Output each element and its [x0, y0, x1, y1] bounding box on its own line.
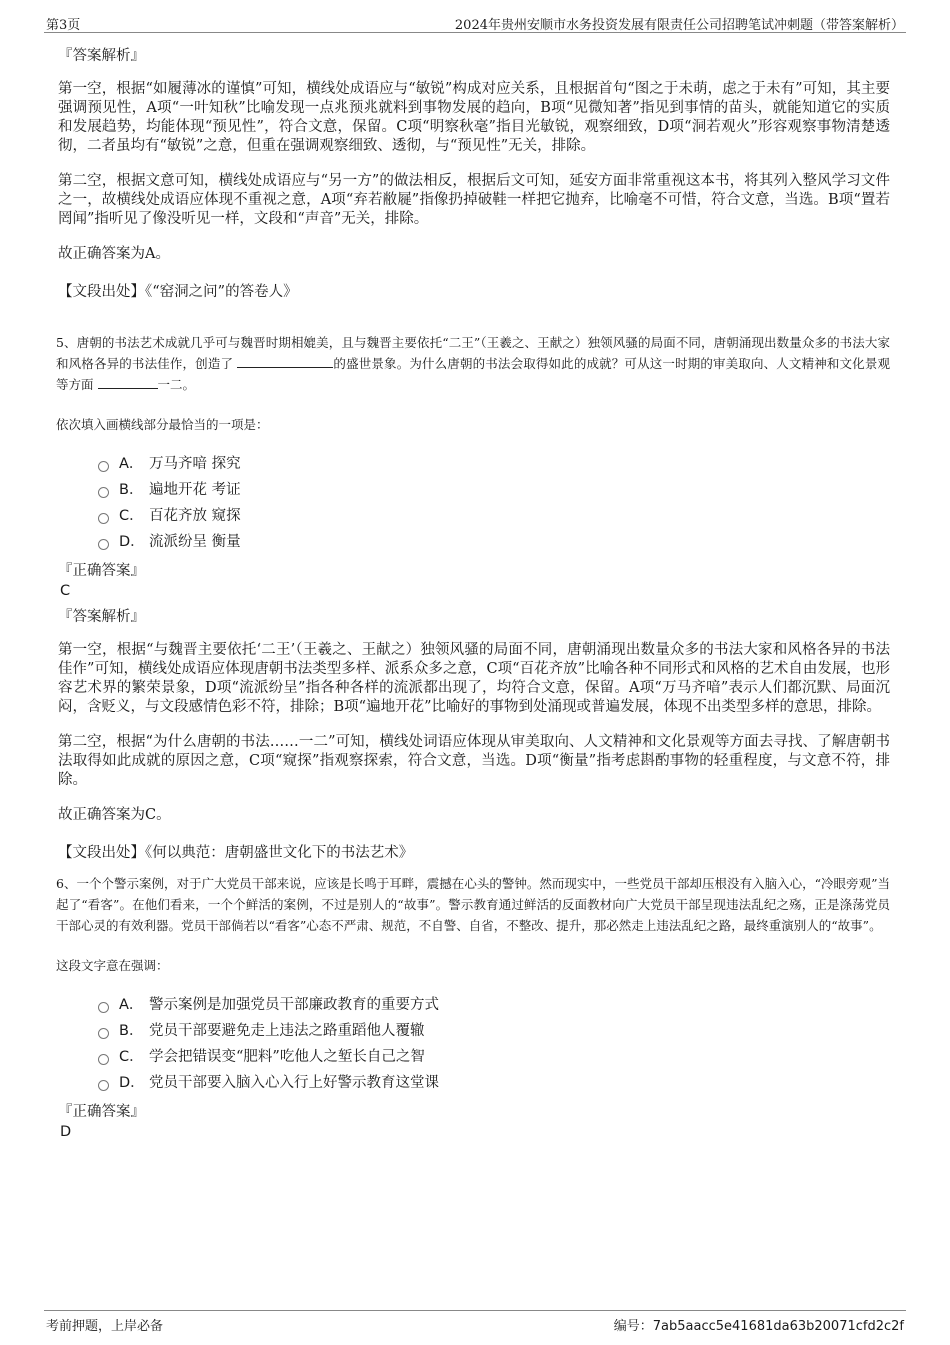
radio-button[interactable] — [98, 487, 109, 498]
radio-button[interactable] — [98, 513, 109, 524]
page-header — [44, 12, 906, 33]
option-a[interactable]: A． 万马齐喑 探究 — [98, 451, 890, 477]
page-footer — [44, 1310, 906, 1333]
analysis-paragraph: 第二空，根据“为什么唐朝的书法……一二”可知，横线处词语应体现从审美取向、人文精神和文化景观等方面去寻找、了解唐朝书法取得如此成就的原因之意，C项“窥探”指观察探索，符合文意，当选。D项“衡量”指考虑斟酌事物的轻重程度，与文意不符，排除。 — [58, 734, 890, 788]
question-5-stem: 5、唐朝的书法艺术成就几乎可与魏晋时期相媲美，且与魏晋主要依托“二王”（王羲之、王献之）独领风骚的局面不同，唐朝涌现出数量众多的书法大家和风格各异的书法佳作，创造了 的盛世景象。为什么唐朝的书法会取得如此的成就？可从这一时期的审美取向、人文精神和文化景观等方面 一二。 — [56, 335, 890, 392]
radio-button[interactable] — [98, 1080, 109, 1091]
radio-button[interactable] — [98, 539, 109, 550]
source-citation: 【文段出处】《“窑洞之问”的答卷人》 — [58, 284, 298, 300]
document-title: 2024年贵州安顺市水务投资发展有限责任公司招聘笔试冲刺题（带答案解析） — [454, 18, 904, 33]
fill-blank — [237, 354, 333, 368]
option-d[interactable]: D． 党员干部要入脑入心入行上好警示教育这堂课 — [98, 1070, 890, 1096]
analysis-label: 『答案解析』 — [58, 609, 145, 625]
option-d[interactable]: D． 流派纷呈 衡量 — [98, 529, 890, 555]
analysis-paragraph: 第二空，根据文意可知，横线处成语应与“另一方”的做法相反，根据后文可知，延安方面非常重视这本书，将其列入整风学习文件之一，故横线处成语应体现不重视之意，A项“弃若敝屣”指像扔掉破鞋一样把它抛弃，比喻毫不可惜，符合文意，当选。B项“置若罔闻”指听见了像没听见一样，文段和“声音”无关，排除。 — [58, 173, 890, 227]
option-b[interactable]: B． 遍地开花 考证 — [98, 477, 890, 503]
question-6-prompt: 这段文字意在强调： — [56, 958, 169, 973]
question-5-options — [58, 451, 890, 555]
radio-button[interactable] — [98, 1028, 109, 1039]
option-b[interactable]: B． 党员干部要避免走上违法之路重蹈他人覆辙 — [98, 1018, 890, 1044]
radio-button[interactable] — [98, 1054, 109, 1065]
correct-answer: D — [60, 1124, 72, 1140]
question-6-stem: 6、一个个警示案例，对于广大党员干部来说，应该是长鸣于耳畔，震撼在心头的警钟。然而现实中，一些党员干部却压根没有入脑入心，“冷眼旁观”当起了“看客”。在他们看来，一个个鲜活的案例，不过是别人的“故事”。警示教育通过鲜活的反面教材向广大党员干部呈现违法乱纪之殇，正是涤荡党员干部心灵的有效利器。党员干部倘若以“看客”心态不严肃、规范，不自警、自省，不整改、提升，那必然走上违法乱纪之路，最终重演别人的“故事”。 — [56, 876, 890, 933]
analysis-label: 『答案解析』 — [58, 48, 145, 64]
option-a[interactable]: A． 警示案例是加强党员干部廉政教育的重要方式 — [98, 992, 890, 1018]
question-6-options — [58, 992, 890, 1096]
radio-button[interactable] — [98, 461, 109, 472]
analysis-paragraph: 第一空，根据“如履薄冰的谨慎”可知，横线处成语应与“敏锐”构成对应关系，且根据首句“图之于未萌，虑之于未有”可知，其主要强调预见性，A项“一叶知秋”比喻发现一点兆预兆就料到事物发展的趋向，B项“见微知著”指见到事情的苗头，就能知道它的实质和发展趋势，均能体现“预见性”，符合文意，保留。C项“明察秋毫”指目光敏锐，观察细致，D项“洞若观火”形容观察事物清楚透彻，二者虽均有“敏锐”之意，但重在强调观察细致、透彻，与“预见性”无关，排除。 — [58, 81, 890, 154]
question-5-prompt: 依次填入画横线部分最恰当的一项是： — [56, 417, 269, 432]
answer-conclusion: 故正确答案为C。 — [58, 807, 171, 823]
footer-slogan: 考前押题，上岸必备 — [46, 1319, 164, 1334]
answer-conclusion: 故正确答案为A。 — [58, 246, 170, 262]
correct-answer-label: 『正确答案』 — [58, 1104, 145, 1120]
page-number: 第3页 — [46, 18, 81, 33]
analysis-paragraph: 第一空，根据“与魏晋主要依托‘二王’（王羲之、王献之）独领风骚的局面不同，唐朝涌现出数量众多的书法大家和风格各异的书法佳作”可知，横线处成语应体现唐朝书法类型多样、派系众多之意，C项“百花齐放”比喻各种不同形式和风格的艺术自由发展，也形容艺术界的繁荣景象，D项“流派纷呈”指各种各样的流派都出现了，均符合文意，保留。A项“万马齐喑”表示人们都沉默、局面沉闷，含贬义，与文段感情色彩不符，排除；B项“遍地开花”比喻好的事物到处涌现或普遍发展，体现不出类型多样的意思，排除。 — [58, 642, 890, 715]
document-code: 编号：7ab5aacc5e41681da63b20071cfd2c2f — [613, 1319, 904, 1334]
radio-button[interactable] — [98, 1002, 109, 1013]
option-c[interactable]: C． 学会把错误变“肥料”吃他人之堑长自己之智 — [98, 1044, 890, 1070]
fill-blank — [98, 375, 158, 389]
correct-answer: C — [60, 583, 71, 599]
correct-answer-label: 『正确答案』 — [58, 563, 145, 579]
option-c[interactable]: C． 百花齐放 窥探 — [98, 503, 890, 529]
source-citation: 【文段出处】《何以典范：唐朝盛世文化下的书法艺术》 — [58, 845, 414, 861]
page-content — [58, 40, 890, 1142]
